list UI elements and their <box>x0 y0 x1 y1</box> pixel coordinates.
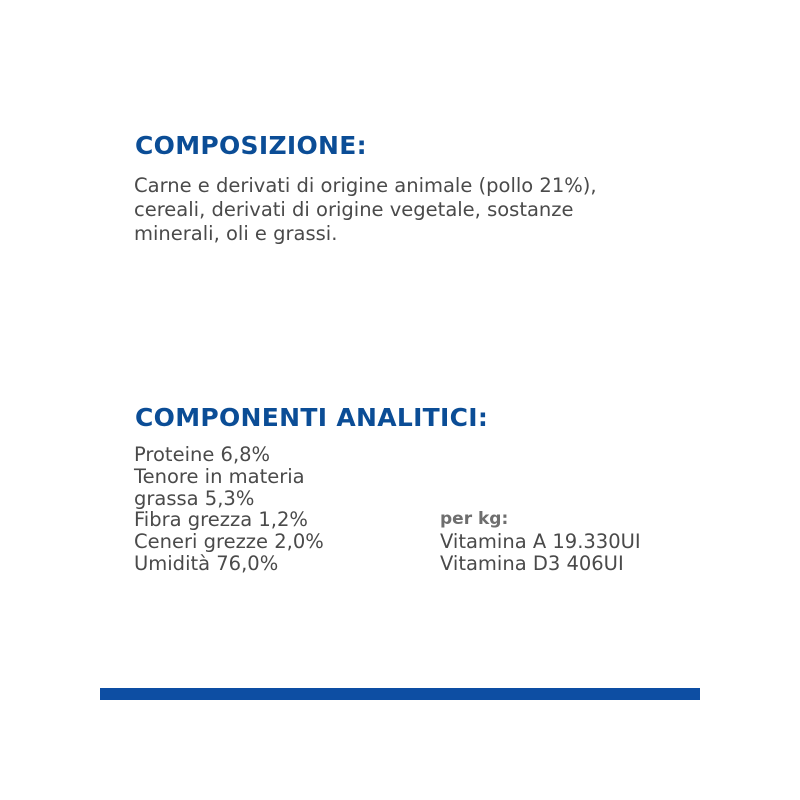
composition-line: Carne e derivati di origine animale (pollo 21%), <box>134 174 597 197</box>
bottom-divider-bar <box>100 688 700 700</box>
per-kg-block <box>440 509 641 574</box>
composition-text <box>134 174 597 246</box>
list-item: Vitamina D3 406UI <box>440 551 624 575</box>
list-item: Fibra grezza 1,2% <box>134 508 308 532</box>
list-item: Vitamina A 19.330UI <box>440 529 641 553</box>
vitamins-list <box>440 531 641 575</box>
list-item: Umidità 76,0% <box>134 551 279 575</box>
list-item: grassa 5,3% <box>134 486 255 510</box>
list-item: Tenore in materia <box>134 464 305 488</box>
list-item: Ceneri grezze 2,0% <box>134 530 324 554</box>
list-item: Proteine 6,8% <box>134 443 271 466</box>
componenti-analitici-heading: COMPONENTI ANALITICI: <box>135 403 489 432</box>
analytical-components-list <box>134 444 324 575</box>
composition-line: cereali, derivati di origine vegetale, sostanze <box>134 198 574 221</box>
per-kg-label: per kg: <box>440 509 509 529</box>
composition-line: minerali, oli e grassi. <box>134 222 338 245</box>
composizione-heading: COMPOSIZIONE: <box>135 131 367 160</box>
